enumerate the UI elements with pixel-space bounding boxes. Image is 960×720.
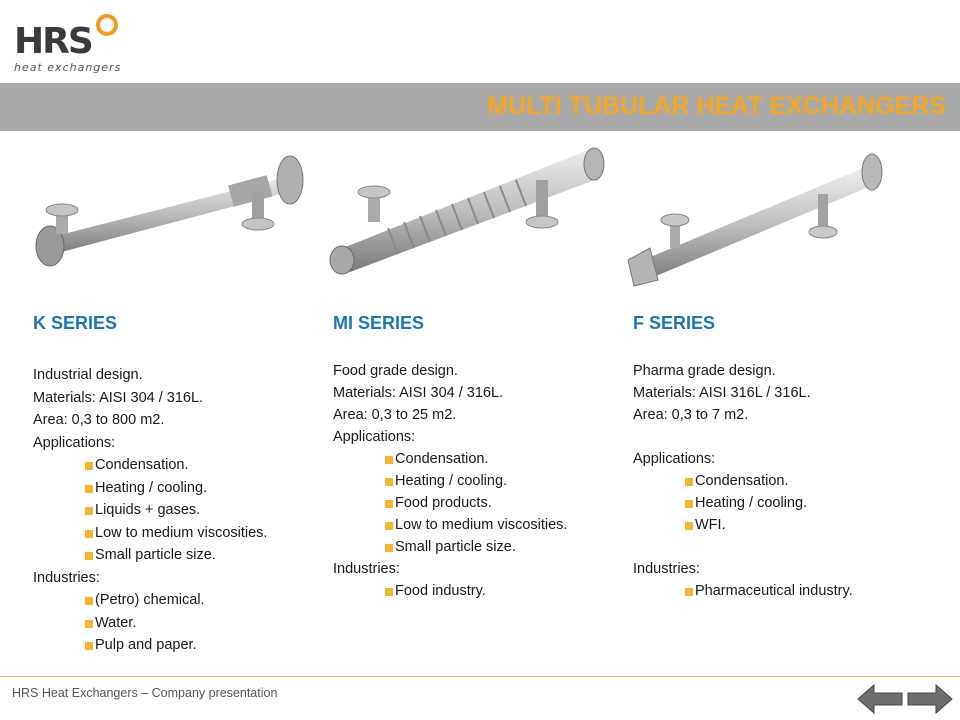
mi-series-area: Area: 0,3 to 25 m2. xyxy=(333,407,457,423)
list-item: Low to medium viscosities. xyxy=(33,522,323,545)
logo-ring-icon xyxy=(96,14,118,36)
list-item: Condensation. xyxy=(33,454,323,477)
mi-series-title: MI SERIES xyxy=(333,313,425,333)
list-item: Heating / cooling. xyxy=(333,470,623,492)
k-series-exchanger-image xyxy=(20,140,310,300)
page-title: MULTI TUBULAR HEAT EXCHANGERS xyxy=(487,92,946,120)
f-series-title: F SERIES xyxy=(633,313,716,333)
mi-series-exchanger-image xyxy=(318,140,608,300)
f-series-exchanger-image xyxy=(618,140,908,300)
k-series-area: Area: 0,3 to 800 m2. xyxy=(33,412,165,428)
list-item: Food industry. xyxy=(333,580,623,602)
f-series-applications-label: Applications: xyxy=(633,451,716,467)
list-item: Small particle size. xyxy=(33,544,323,567)
f-series-design: Pharma grade design. xyxy=(633,363,776,379)
title-banner xyxy=(0,83,960,131)
footer-text: HRS Heat Exchangers – Company presentation xyxy=(12,686,278,700)
f-series-column xyxy=(633,312,923,602)
k-series-applications-label: Applications: xyxy=(33,434,116,451)
f-series-area: Area: 0,3 to 7 m2. xyxy=(633,407,749,423)
list-item: Water. xyxy=(33,612,323,635)
list-item: Food products. xyxy=(333,492,623,514)
list-item: Pharmaceutical industry. xyxy=(633,580,923,602)
footer-divider xyxy=(0,676,960,677)
f-series-industries-label: Industries: xyxy=(633,561,700,577)
left-arrow-icon[interactable] xyxy=(856,682,904,716)
mi-series-applications-label: Applications: xyxy=(333,429,416,445)
f-series-materials: Materials: AISI 316L / 316L. xyxy=(633,385,811,401)
hrs-logo xyxy=(12,14,162,78)
mi-series-industries-label: Industries: xyxy=(333,561,400,577)
list-item: Pulp and paper. xyxy=(33,634,323,657)
mi-series-column xyxy=(333,312,623,602)
list-item: Condensation. xyxy=(633,470,923,492)
list-item: Liquids + gases. xyxy=(33,499,323,522)
list-item: (Petro) chemical. xyxy=(33,589,323,612)
mi-series-materials: Materials: AISI 304 / 316L. xyxy=(333,385,504,401)
k-series-industries-label: Industries: xyxy=(33,569,100,586)
logo-wordmark: HRS xyxy=(14,21,92,62)
list-item: WFI. xyxy=(633,514,923,536)
logo-tagline: heat exchangers xyxy=(14,61,122,74)
list-item: Low to medium viscosities. xyxy=(333,514,623,536)
k-series-column xyxy=(33,312,323,657)
k-series-materials: Materials: AISI 304 / 316L. xyxy=(33,389,204,406)
right-arrow-icon[interactable] xyxy=(906,682,954,716)
list-item: Small particle size. xyxy=(333,536,623,558)
k-series-design: Industrial design. xyxy=(33,367,143,383)
k-series-title: K SERIES xyxy=(33,313,118,333)
list-item: Heating / cooling. xyxy=(633,492,923,514)
list-item: Heating / cooling. xyxy=(33,477,323,500)
list-item: Condensation. xyxy=(333,448,623,470)
mi-series-design: Food grade design. xyxy=(333,363,458,379)
